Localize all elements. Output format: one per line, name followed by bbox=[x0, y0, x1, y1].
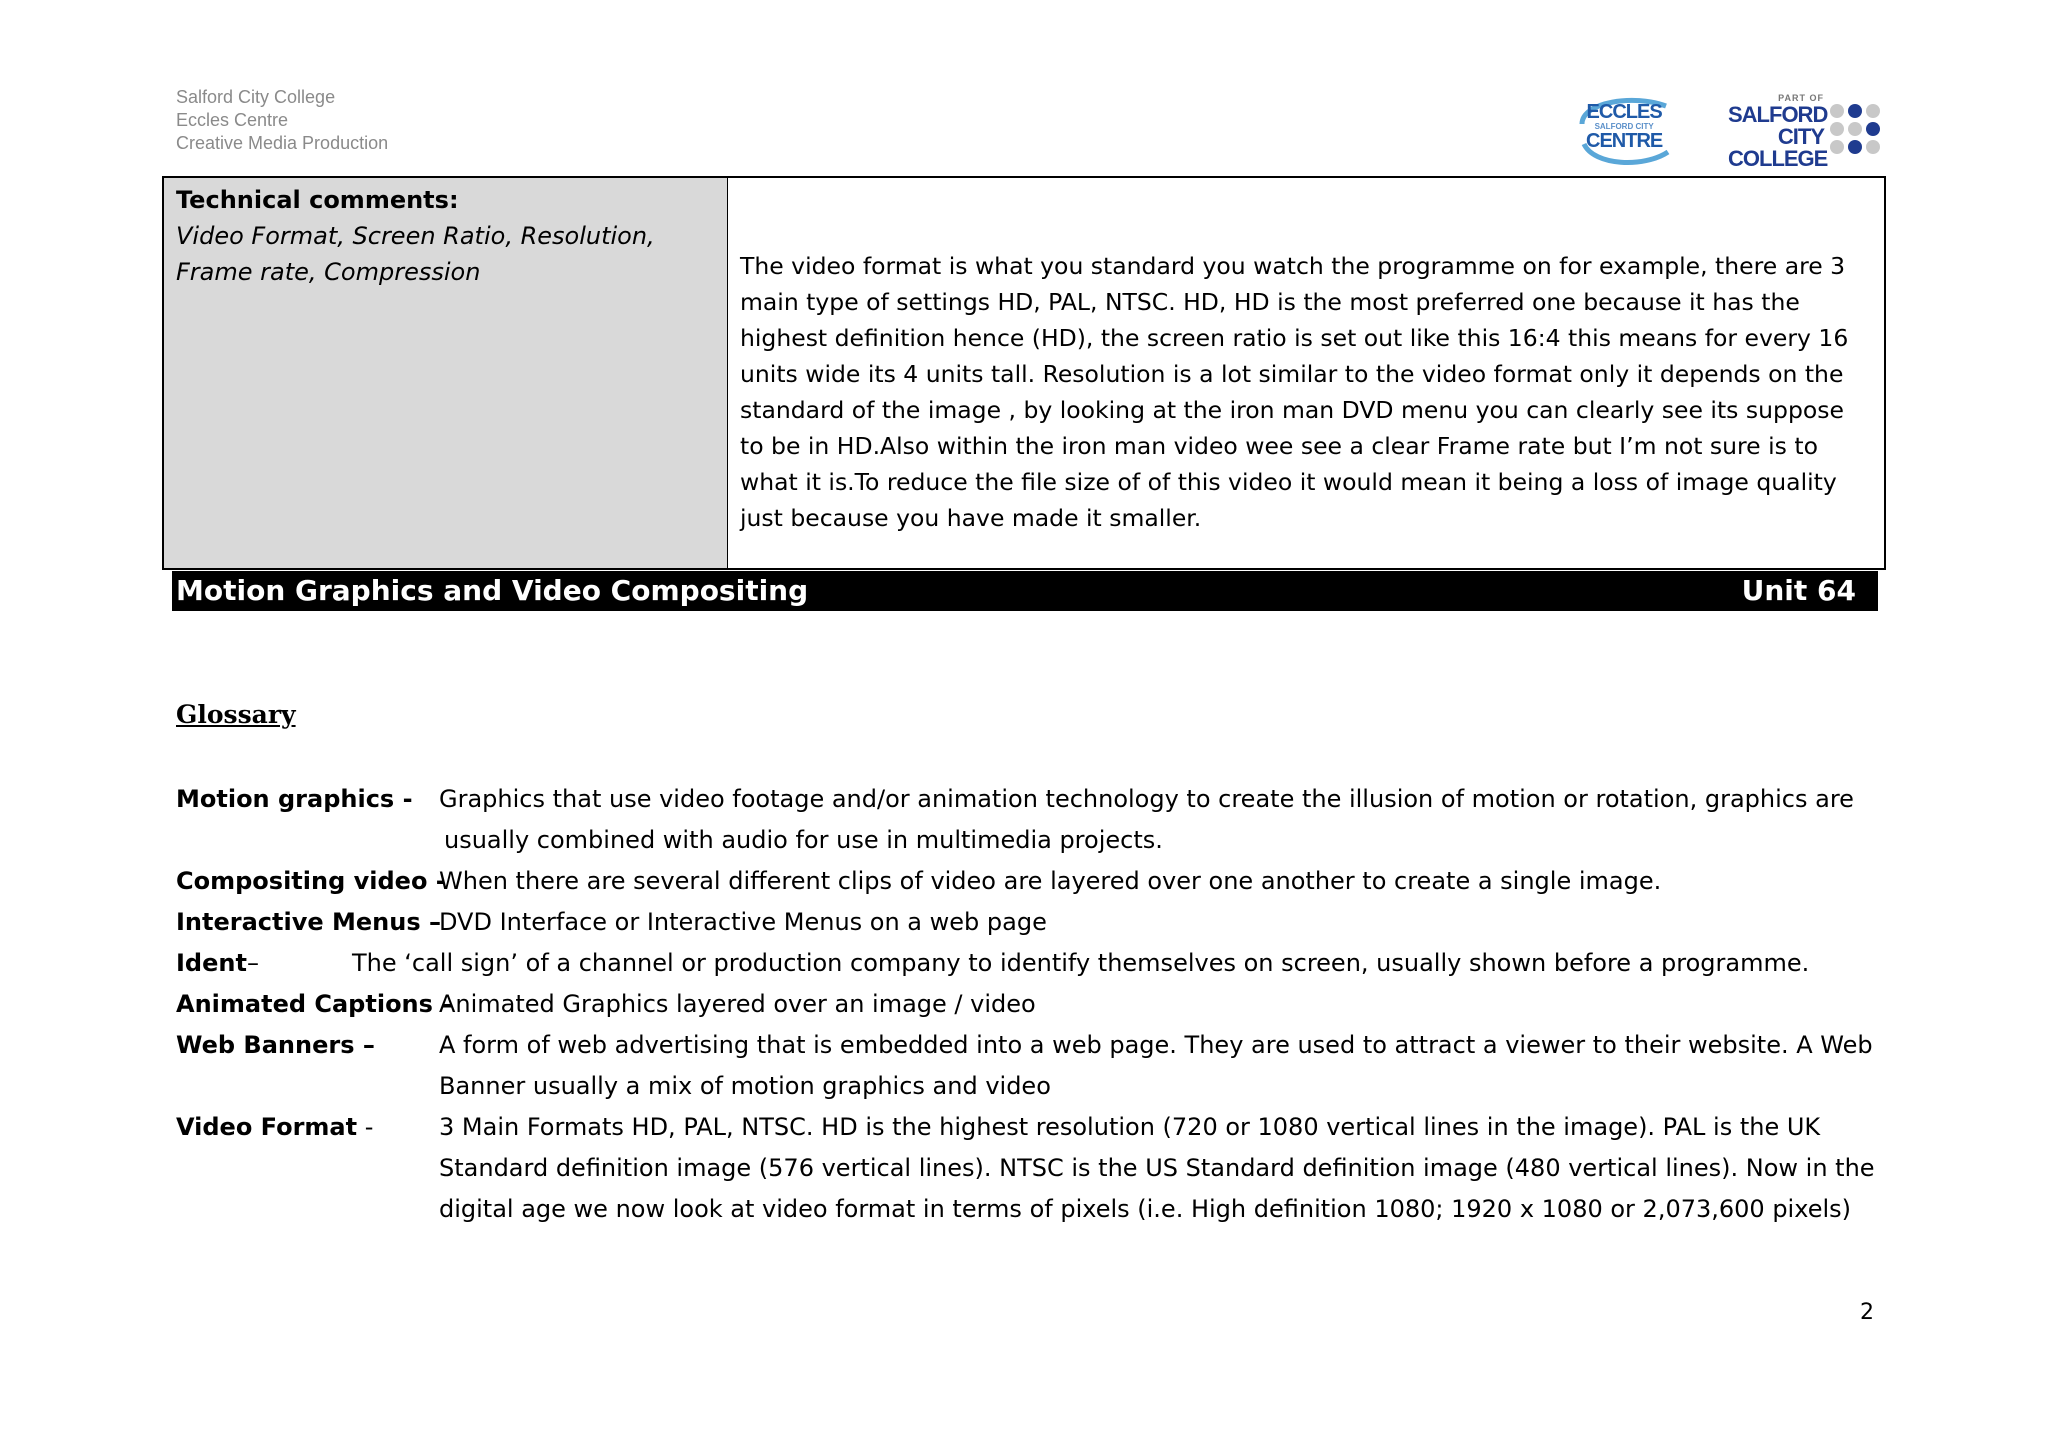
glossary-list bbox=[176, 779, 1876, 1230]
org-line-centre: Eccles Centre bbox=[176, 110, 289, 130]
unit-banner bbox=[172, 571, 1878, 611]
salford-logo-line2: CITY bbox=[1777, 124, 1824, 149]
glossary-definition: A form of web advertising that is embedded into a web page. They are used to attract a viewer to their website. A Web Banner usually a mix of motion graphics and video bbox=[439, 1031, 1873, 1100]
eccles-centre-logo bbox=[1574, 94, 1674, 168]
glossary-term: Motion graphics - bbox=[176, 785, 413, 813]
technical-comments-label-cell bbox=[164, 178, 728, 568]
glossary-term-suffix: – bbox=[246, 949, 259, 977]
salford-logo-line3: COLLEGE bbox=[1728, 146, 1828, 171]
glossary-definition: 3 Main Formats HD, PAL, NTSC. HD is the highest resolution (720 or 1080 vertical lines in the image). PAL is the UK Standard definition image (576 vertical lines). NTSC is the US Standard definition image (480 vertical lines). Now in the digital age we now look at video format in terms of pixels (i.e. High definition 1080; 1920 x 1080 or 2,073,600 pixels) bbox=[439, 1113, 1875, 1223]
glossary-term: Video Format bbox=[176, 1113, 358, 1141]
glossary-definition: When there are several different clips of video are layered over one another to create a single image. bbox=[439, 867, 1662, 895]
glossary-term: Animated Captions – bbox=[176, 990, 454, 1018]
technical-comments-body: The video format is what you standard you watch the programme on for example, there are 3 main type of settings HD, PAL, NTSC. HD, HD is the most preferred one because it has the highest definition hence (HD), the screen ratio is set out like this 16:4 this means for every 16 units wide its 4 units tall. Resolution is a lot similar to the video format only it depends on the standard of the image , by looking at the iron man DVD menu you can clearly see its suppose to be in HD.Also within the iron man video wee see a clear Frame rate but I’m not sure is to what it is.To reduce the file size of of this video it would mean it being a loss of image quality just because you have made it smaller. bbox=[740, 252, 1849, 532]
eccles-logo-sub: SALFORD CITY bbox=[1594, 122, 1654, 131]
glossary-entry bbox=[176, 1107, 1876, 1230]
org-line-department: Creative Media Production bbox=[176, 133, 389, 153]
glossary-term-suffix: - bbox=[357, 1113, 374, 1141]
glossary-term: Web Banners – bbox=[176, 1031, 375, 1059]
glossary-term: Interactive Menus – bbox=[176, 908, 441, 936]
technical-comments-sub2: Frame rate, Compression bbox=[176, 258, 481, 286]
glossary-entry bbox=[176, 943, 1876, 984]
header-organization bbox=[176, 86, 388, 155]
unit-banner-title: Motion Graphics and Video Compositing bbox=[176, 574, 809, 607]
page-number: 2 bbox=[1860, 1300, 1874, 1325]
salford-logo-text bbox=[1728, 92, 1828, 171]
technical-comments-table bbox=[162, 176, 1886, 570]
technical-comments-label: Technical comments: bbox=[176, 186, 459, 214]
unit-banner-unit: Unit 64 bbox=[1741, 574, 1856, 607]
glossary-entry bbox=[176, 1025, 1876, 1107]
eccles-logo-text bbox=[1586, 102, 1662, 151]
glossary-definition: Animated Graphics layered over an image / video bbox=[439, 990, 1036, 1018]
technical-comments-sub1: Video Format, Screen Ratio, Resolution, bbox=[176, 222, 655, 250]
glossary-entry bbox=[176, 779, 1876, 861]
eccles-logo-line2: CENTRE bbox=[1586, 130, 1663, 152]
glossary-entry bbox=[176, 861, 1876, 902]
glossary-entry bbox=[176, 984, 1876, 1025]
glossary-entry bbox=[176, 902, 1876, 943]
eccles-logo-line1: ECCLES bbox=[1586, 101, 1662, 123]
glossary-definition: Graphics that use video footage and/or animation technology to create the illusion of motion or rotation, graphics are bbox=[439, 785, 1854, 813]
glossary-title: Glossary bbox=[176, 700, 296, 729]
salford-logo-part-of: PART OF bbox=[1778, 93, 1824, 103]
glossary-term: Ident bbox=[176, 949, 247, 977]
salford-city-college-logo bbox=[1728, 92, 1888, 171]
glossary-definition-continued: usually combined with audio for use in multimedia projects. bbox=[444, 826, 1163, 854]
glossary-definition: The ‘call sign’ of a channel or production company to identify themselves on screen, usually shown before a programme. bbox=[352, 949, 1810, 977]
org-line-college: Salford City College bbox=[176, 87, 336, 107]
glossary-term: Compositing video - bbox=[176, 867, 446, 895]
glossary-definition: DVD Interface or Interactive Menus on a web page bbox=[439, 908, 1047, 936]
salford-logo-line1: SALFORD bbox=[1728, 102, 1828, 127]
